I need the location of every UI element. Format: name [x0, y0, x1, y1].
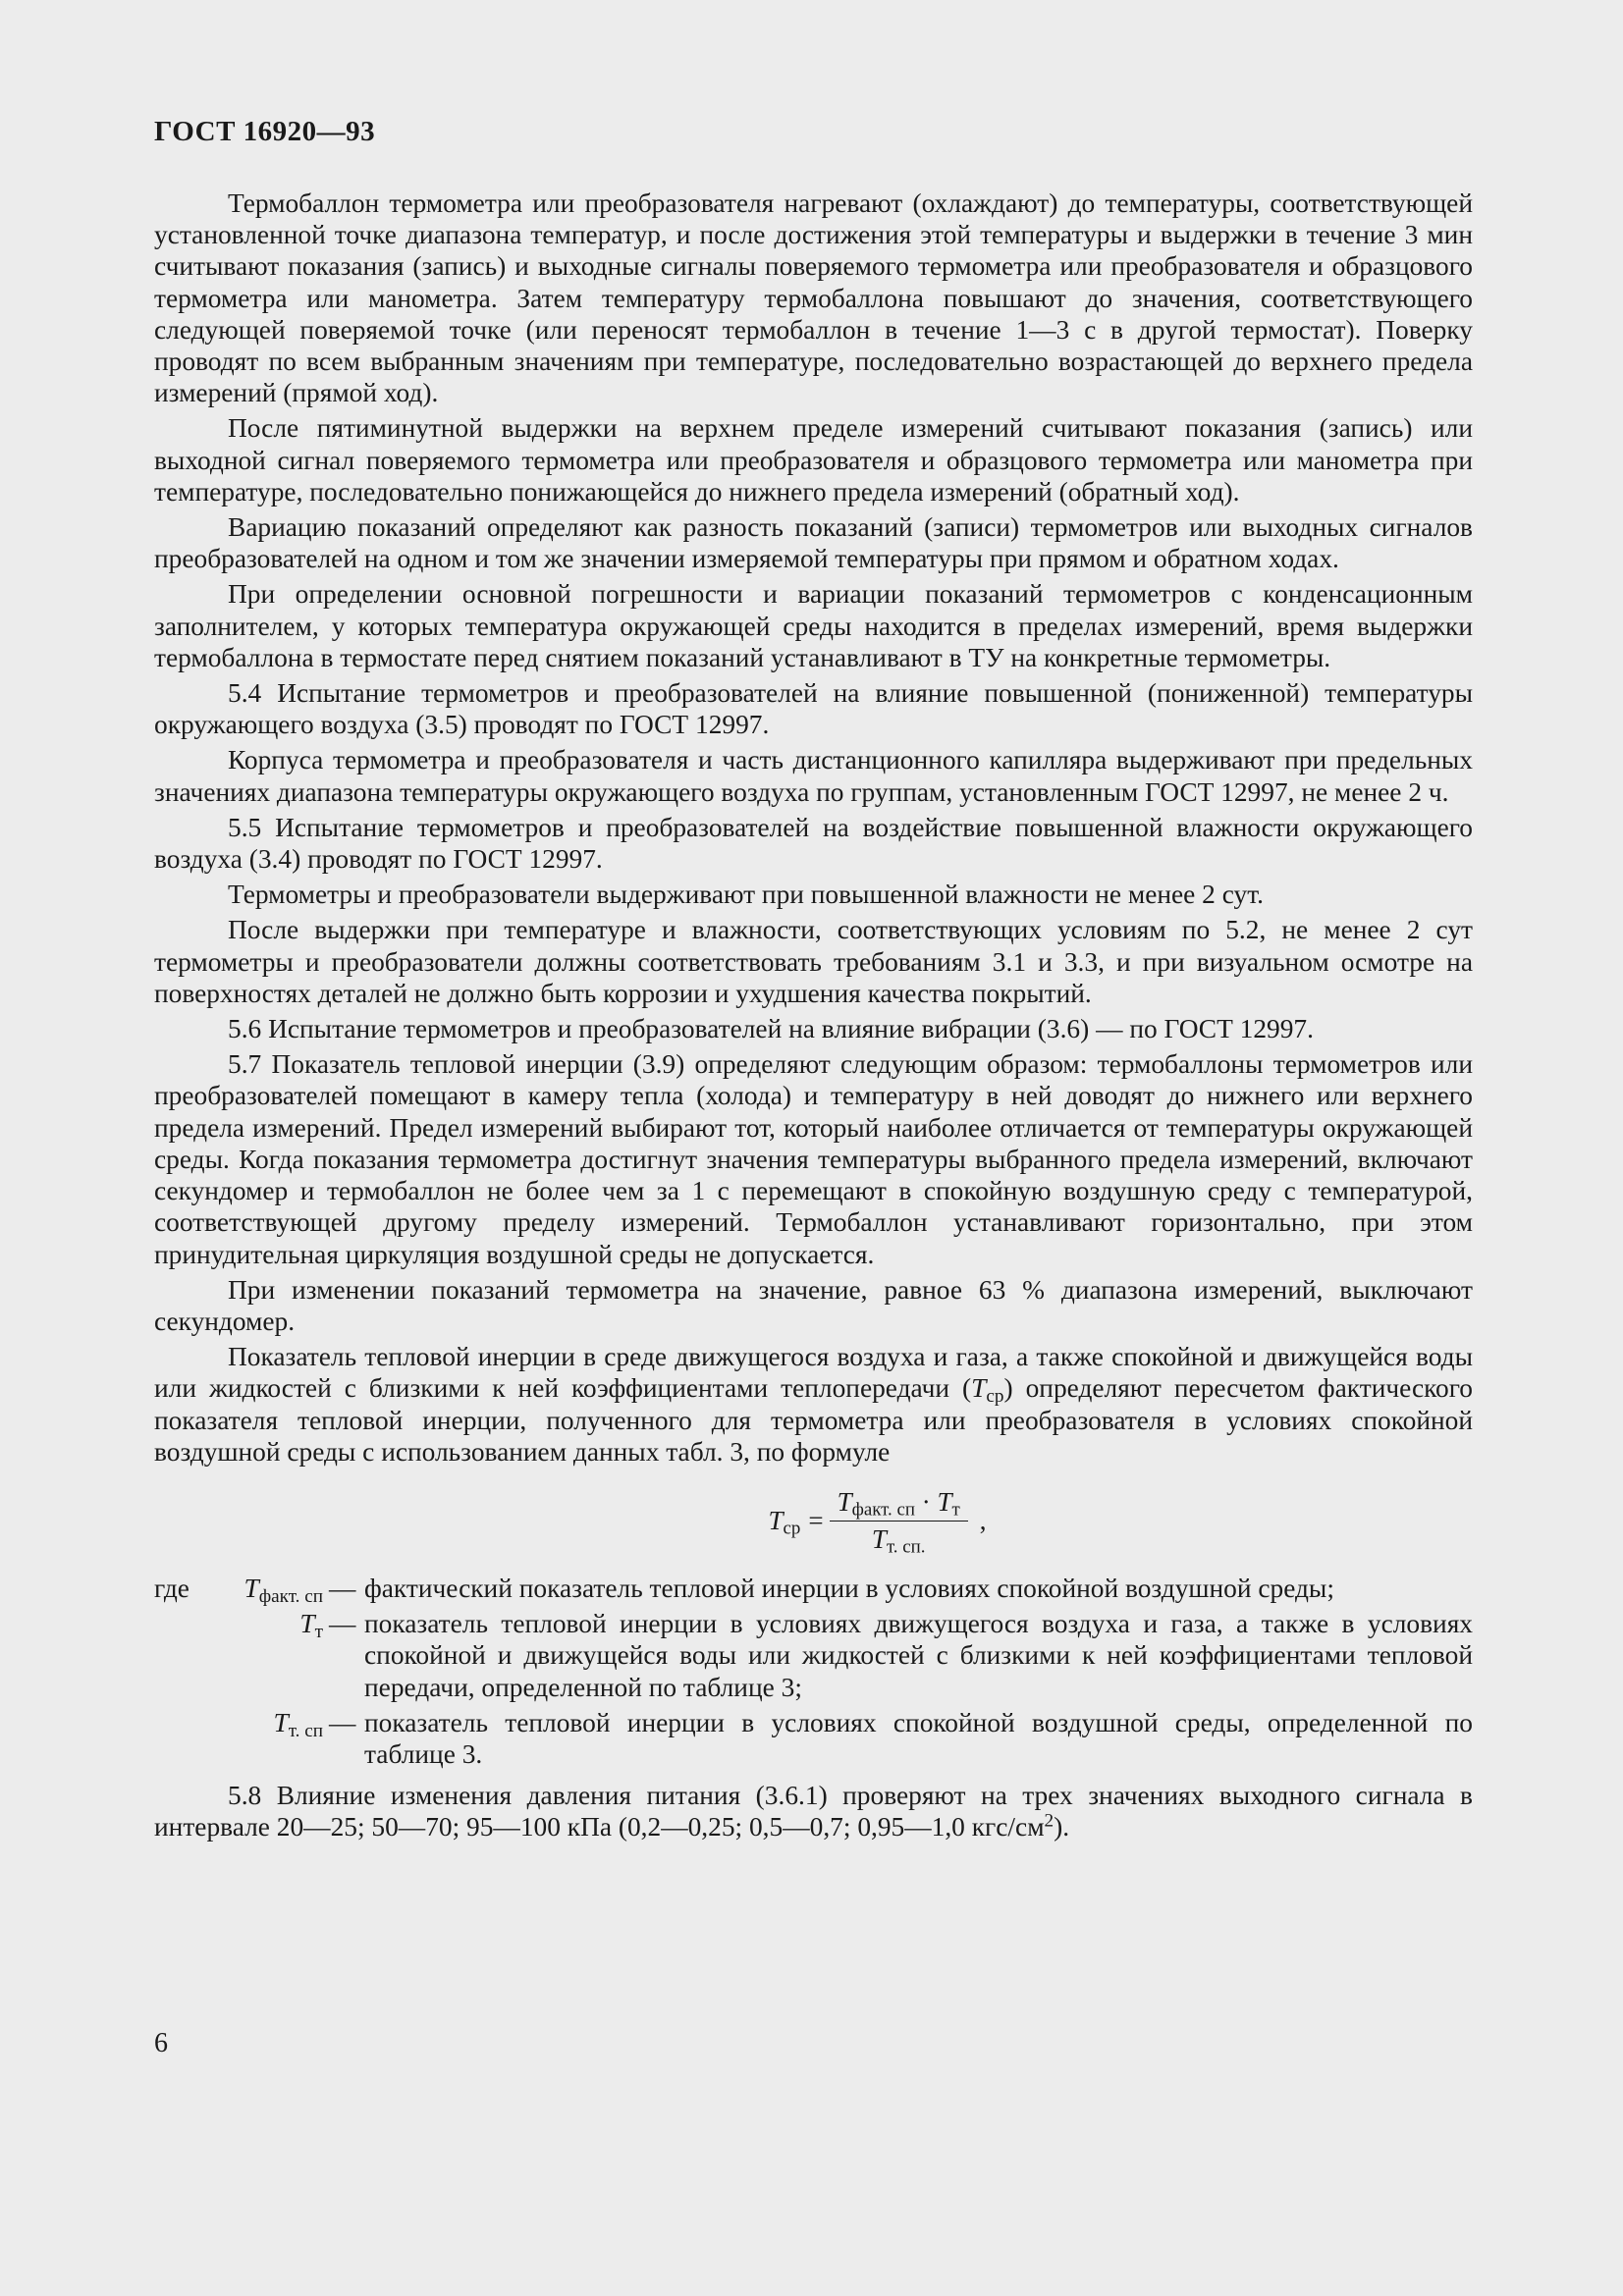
paragraph-5-7: 5.7 Показатель тепловой инерции (3.9) определяют следующим образом: термобаллоны термометров или преобразователей помещают в камеру тепла (холода) и температуру в ней доводят до нижнего или верхнего предела измерений. Предел измерений выбирают тот, который наиболее отличается от температуры окружающей среды. Когда показания термометра достигнут значения температуры выбранного предела измерений, включают секундомер и термобаллон не более чем за 1 с перемещают в спокойную воздушную среду с температурой, соответствующей другому пределу измерений. Термобаллон устанавливают горизонтально, при этом принудительная циркуляция воздушной среды не допускается. [154, 1049, 1473, 1269]
paragraph-inertia: Показатель тепловой инерции в среде движущегося воздуха и газа, а также спокойной и движущейся воды или жидкостей с близкими к ней коэффициентами теплопередачи $(T_{ср})$ определяют пересчетом фактического показателя тепловой инерции, полученного для термометра или преобразователя в условиях спокойной воздушной среды с использованием данных табл. 3, по формуле [154, 1342, 1473, 1467]
document-body-end [154, 1780, 1473, 1842]
formula-fraction [830, 1486, 968, 1558]
paragraph: После пятиминутной выдержки на верхнем пределе измерений считывают показания (запись) или выходной сигнал поверяемого термометра или преобразователя и образцового термометра или манометра при температуре, последовательно понижающейся до нижнего предела измерений (обратный ход). [154, 413, 1473, 507]
legend-row: $T_т$ — показатель тепловой инерции в условиях движущегося воздуха и газа, а также в условиях спокойной и движущейся воды или жидкостей с близкими к ней коэффициентами тепловой передачи, определенной по таблице 3; [299, 1609, 1473, 1702]
paragraph: Термометры и преобразователи выдерживают при повышенной влажности не менее 2 сут. [228, 880, 1264, 910]
paragraph: Корпуса термометра и преобразователя и часть дистанционного капилляра выдерживают при предельных значениях диапазона температуры окружающего воздуха по группам, установленным ГОСТ 12997, не менее 2 ч. [154, 745, 1473, 807]
formula-numerator: $T_{факт. сп} \cdot T_т$ [830, 1487, 968, 1522]
document-header: ГОСТ 16920—93 [154, 116, 376, 147]
document-body [154, 187, 1473, 1468]
paragraph: Термобаллон термометра или преобразователя нагревают (охлаждают) до температуры, соответствующей установленной точке диапазона температур, и после достижения этой температуры и выдержки в течение 3 мин считывают показания (запись) и выходные сигналы поверяемого термометра или преобразователя и образцового термометра или манометра. Затем температуру термобаллона повышают до значения, соответствующего следующей поверяемой точке (или переносят термобаллон в течение 1—3 с в другой термостат). Поверку проводят по всем выбранным значениям при температуре, последовательно возрастающей до верхнего предела измерений (прямой ход). [154, 188, 1473, 408]
paragraph: Вариацию показаний определяют как разность показаний (записи) термометров или выходных сигналов преобразователей на одном и том же значении измеряемой температуры при прямом и обратном ходах. [154, 512, 1473, 574]
paragraph: При определении основной погрешности и вариации показаний термометров с конденсационным заполнителем, у которых температура окружающей среды находится в пределах измерений, время выдержки термобаллона в термостате перед снятием показаний устанавливают в ТУ на конкретные термометры. [154, 579, 1473, 672]
legend-row: $T_{т. сп}$ — показатель тепловой инерции в условиях спокойной воздушной среды, определенной по таблице 3. [273, 1707, 1473, 1769]
legend-row: где $T_{факт. сп}$ — фактический показатель тепловой инерции в условиях спокойной воздушной среды; [154, 1573, 1334, 1607]
formula-denominator: $T_{т. сп.}$ [871, 1523, 926, 1558]
paragraph-5-6: 5.6 Испытание термометров и преобразователей на влияние вибрации (3.6) — по ГОСТ 12997. [228, 1014, 1314, 1044]
formula-legend [154, 1573, 1473, 1770]
formula: $T_{ср}$ = $\frac{T_{факт. сп} \cdot T_т}{T_{т. сп.}}$ , [768, 1486, 987, 1558]
paragraph-5-8: 5.8 Влияние изменения давления питания (3.6.1) проверяют на трех значениях выходного сигнала в интервале 20—25; 50—70; 95—100 кПа (0,2—0,25; 0,5—0,7; 0,95—1,0 кгс/$см^2$). [154, 1781, 1473, 1842]
paragraph: При изменении показаний термометра на значение, равное 63 % диапазона измерений, выключают секундомер. [154, 1274, 1473, 1336]
page-number: 6 [154, 2028, 168, 2058]
paragraph-5-4: 5.4 Испытание термометров и преобразователей на влияние повышенной (пониженной) температуры окружающего воздуха (3.5) проводят по ГОСТ 12997. [154, 678, 1473, 740]
paragraph-5-5: 5.5 Испытание термометров и преобразователей на воздействие повышенной влажности окружающего воздуха (3.4) проводят по ГОСТ 12997. [154, 812, 1473, 875]
paragraph: После выдержки при температуре и влажности, соответствующих условиям по 5.2, не менее 2 сут термометры и преобразователи должны соответствовать требованиям 3.1 и 3.3, и при визуальном осмотре на поверхностях деталей не должно быть коррозии и ухудшения качества покрытий. [154, 915, 1473, 1008]
